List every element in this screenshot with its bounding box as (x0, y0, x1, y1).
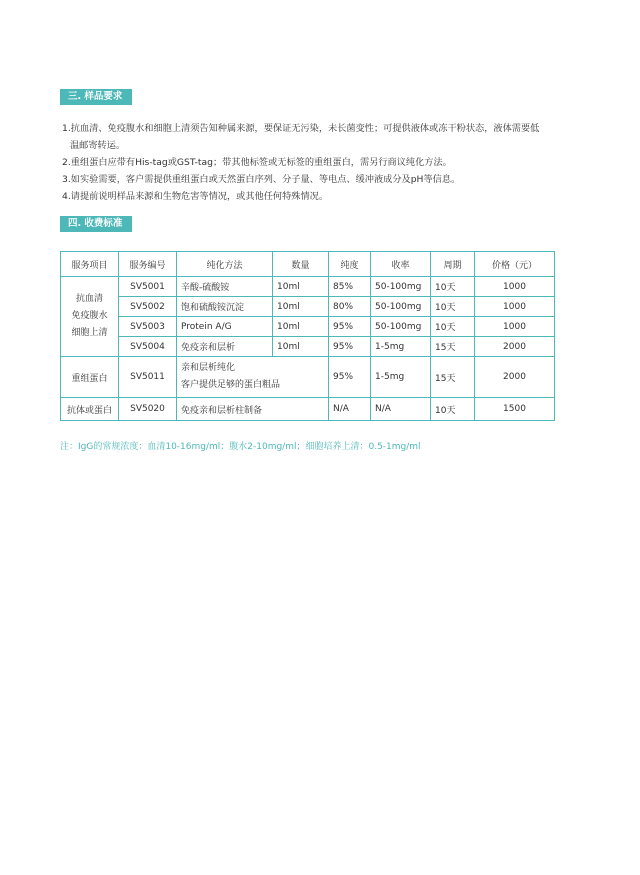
cell-code: SV5001 (119, 277, 177, 297)
cell-price: 1000 (475, 277, 555, 297)
cell-purity: N/A (329, 398, 371, 421)
cell-method: 饱和硫酸铵沉淀 (177, 297, 273, 317)
footnote-igg-concentration: 注：IgG的常规浓度：血清10-16mg/ml；腹水2-10mg/ml；细胞培养上清：0.5-1mg/ml (60, 442, 421, 452)
cell-period: 10天 (431, 277, 475, 297)
cell-yield: 1-5mg (371, 357, 431, 398)
group-label-line: 抗血清 (75, 294, 103, 304)
requirement-line: 4.请提前说明样品来源和生物危害等情况，或其他任何特殊情况。 (62, 191, 329, 202)
table-row (61, 297, 555, 317)
header-purity: 纯度 (329, 252, 371, 277)
requirement-line: 1.抗血清、免疫腹水和细胞上清须告知种属来源，要保证无污染，未长菌变性；可提供液体或冻干粉状态，液体需要低 (62, 123, 540, 134)
requirements-list (62, 120, 582, 205)
cell-code: SV5002 (119, 297, 177, 317)
cell-price: 1000 (475, 297, 555, 317)
cell-code: SV5020 (119, 398, 177, 421)
cell-price: 1000 (475, 317, 555, 337)
cell-price: 1500 (475, 398, 555, 421)
cell-purity: 95% (329, 317, 371, 337)
cell-code: SV5003 (119, 317, 177, 337)
header-period: 周期 (431, 252, 475, 277)
requirement-item (62, 154, 582, 171)
requirement-item (62, 171, 582, 188)
cell-method: 免疫亲和层析柱制备 (177, 398, 329, 421)
method-line: 客户提供足够的蛋白粗品 (181, 380, 281, 390)
cell-price: 2000 (475, 337, 555, 357)
fee-table (60, 251, 555, 421)
cell-purity: 95% (329, 357, 371, 398)
group-label-line: 免疫腹水 (71, 311, 108, 321)
header-service-code: 服务编号 (119, 252, 177, 277)
cell-period: 10天 (431, 297, 475, 317)
cell-quantity: 10ml (273, 277, 329, 297)
cell-quantity: 10ml (273, 297, 329, 317)
header-price: 价格（元） (475, 252, 555, 277)
cell-yield: 50-100mg (371, 277, 431, 297)
table-row (61, 317, 555, 337)
table-row (61, 337, 555, 357)
cell-purity: 80% (329, 297, 371, 317)
cell-method: 免疫亲和层析 (177, 337, 273, 357)
requirement-line: 温邮寄转运。 (70, 140, 126, 151)
header-purification-method: 纯化方法 (177, 252, 273, 277)
cell-code: SV5004 (119, 337, 177, 357)
cell-yield: 1-5mg (371, 337, 431, 357)
header-yield: 收率 (371, 252, 431, 277)
header-quantity: 数量 (273, 252, 329, 277)
cell-yield: N/A (371, 398, 431, 421)
cell-yield: 50-100mg (371, 317, 431, 337)
service-group-label: 抗体或蛋白 (61, 398, 119, 421)
cell-quantity: 10ml (273, 337, 329, 357)
table-row (61, 357, 555, 398)
table-row (61, 277, 555, 297)
cell-purity: 95% (329, 337, 371, 357)
requirement-line: 2.重组蛋白应带有His-tag或GST-tag；带其他标签或无标签的重组蛋白，需另行商议纯化方法。 (62, 157, 452, 168)
cell-period: 10天 (431, 317, 475, 337)
cell-yield: 50-100mg (371, 297, 431, 317)
cell-quantity: 10ml (273, 317, 329, 337)
cell-method (177, 357, 329, 398)
group-label-line: 细胞上清 (71, 328, 108, 338)
cell-code: SV5011 (119, 357, 177, 398)
header-service-item: 服务项目 (61, 252, 119, 277)
service-group-label: 重组蛋白 (61, 357, 119, 398)
cell-period: 10天 (431, 398, 475, 421)
method-line: 亲和层析纯化 (181, 363, 236, 373)
section-title-fee-standard: 四. 收费标准 (60, 216, 132, 232)
cell-purity: 85% (329, 277, 371, 297)
cell-method: 辛酸-硫酸铵 (177, 277, 273, 297)
requirement-line: 3.如实验需要，客户需提供重组蛋白或天然蛋白序列、分子量、等电点、缓冲液成分及pH等信息。 (62, 174, 461, 185)
section-title-sample-requirements: 三. 样品要求 (60, 89, 132, 105)
cell-period: 15天 (431, 357, 475, 398)
table-header-row (61, 252, 555, 277)
requirement-item (62, 120, 582, 154)
requirement-item (62, 188, 582, 205)
cell-period: 15天 (431, 337, 475, 357)
service-group-label (61, 277, 119, 357)
cell-method: Protein A/G (177, 317, 273, 337)
cell-price: 2000 (475, 357, 555, 398)
table-row (61, 398, 555, 421)
